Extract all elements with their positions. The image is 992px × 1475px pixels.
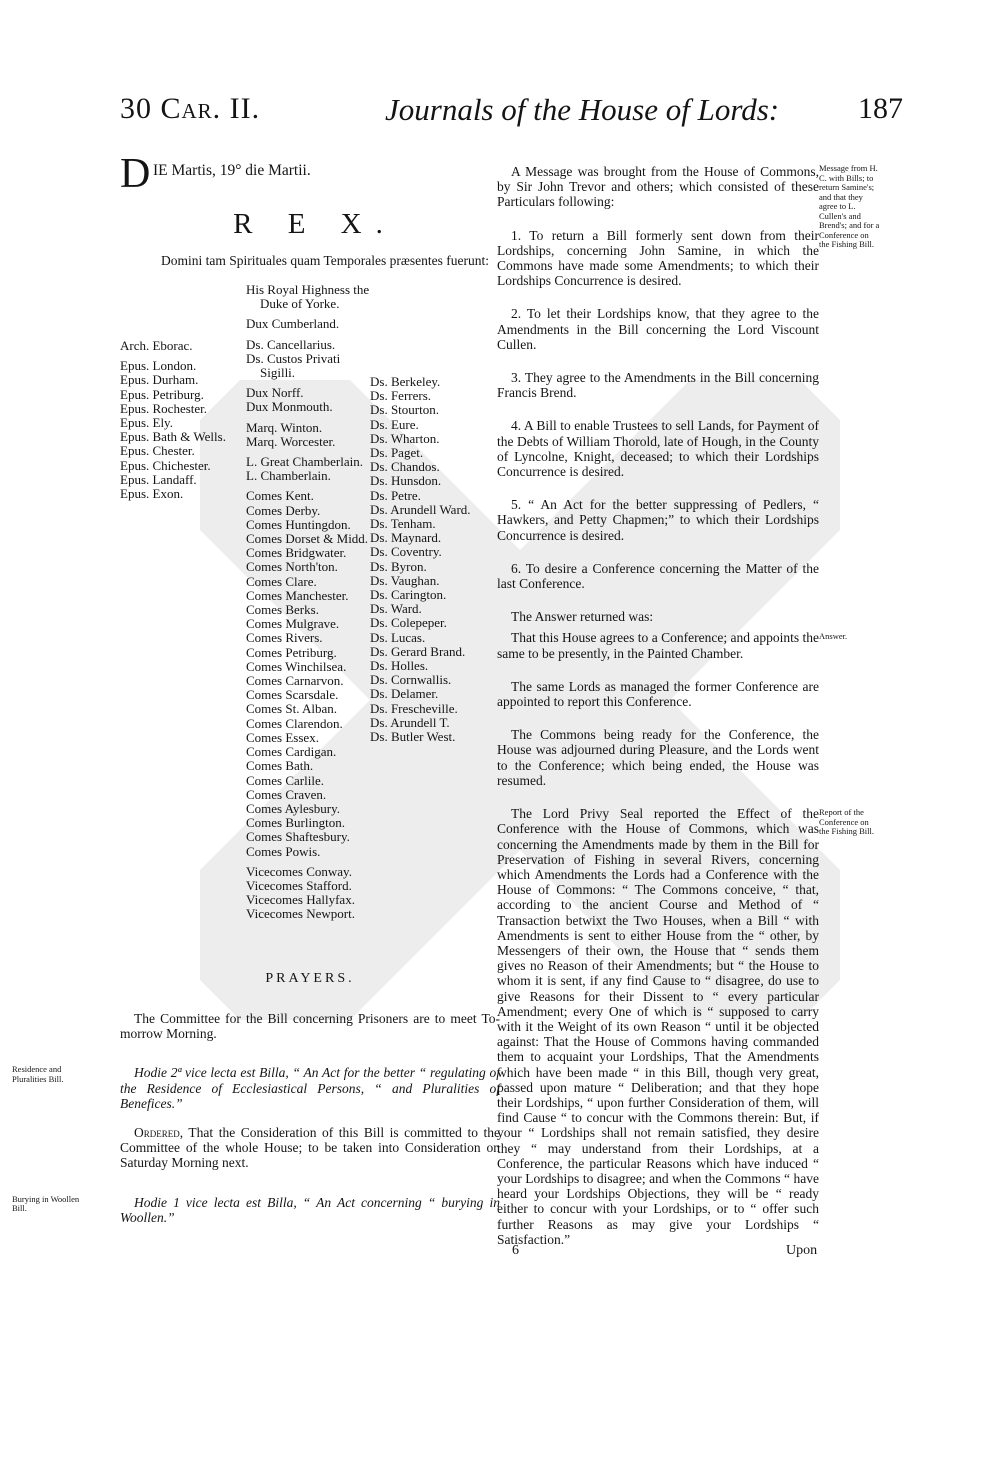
lord-entry: Comes Bridgwater. xyxy=(246,545,347,561)
baron-entry: Ds. Vaughan. xyxy=(370,572,440,588)
title-of-the: of the xyxy=(501,92,571,127)
lord-entry: L. Great Chamberlain. xyxy=(246,454,363,470)
answer-text: That this House agrees to a Conference; and appoints the same to be presently, in the Painted Chamber. xyxy=(497,630,819,661)
bishop-entry: Epus. Ely. xyxy=(120,415,173,431)
lord-entry: Comes Dorset & Midd. xyxy=(246,531,369,547)
lord-entry: Comes Mulgrave. xyxy=(246,616,340,632)
bishop-entry: Epus. Chichester. xyxy=(120,457,211,473)
baron-entry: Ds. Holles. xyxy=(370,658,429,674)
lord-entry: L. Chamberlain. xyxy=(246,468,331,484)
running-header xyxy=(0,92,992,132)
lord-entry: His Royal Highness the Duke of Yorke. xyxy=(246,282,370,312)
reign-label: Car. II. xyxy=(160,92,261,125)
baron-entry: Ds. Wharton. xyxy=(370,430,440,446)
residence-entry xyxy=(12,1064,500,1111)
baron-entry: Ds. Lucas. xyxy=(370,629,426,645)
bishop-entry: Epus. Rochester. xyxy=(120,400,208,416)
baron-entry: Ds. Paget. xyxy=(370,445,424,461)
title-house: House xyxy=(578,92,658,127)
prayers-heading: PRAYERS. xyxy=(265,971,355,986)
bishop-entry: Epus. Petriburg. xyxy=(120,386,204,402)
lord-entry: Dux Monmouth. xyxy=(246,399,333,415)
baron-entry: Ds. Petre. xyxy=(370,487,421,503)
title-lords: Lords: xyxy=(697,92,780,127)
lord-entry: Comes Craven. xyxy=(246,786,327,802)
bishop-entry: Epus. London. xyxy=(120,358,197,374)
burying-entry xyxy=(12,1193,500,1225)
lord-entry: Dux Cumberland. xyxy=(246,316,340,332)
bishop-entry: Epus. Exon. xyxy=(120,486,184,502)
bishop-entry: Epus. Chester. xyxy=(120,443,195,459)
message-item-6: 6. To desire a Conference concerning the Matter of the last Conference. xyxy=(497,560,819,592)
lord-entry: Comes Cardigan. xyxy=(246,744,337,760)
lord-entry: Comes Essex. xyxy=(246,729,319,745)
regnal-number: 30 xyxy=(120,92,152,125)
baron-entry: Ds. Berkeley. xyxy=(370,374,441,389)
lord-entry: Dux Norff. xyxy=(246,385,304,401)
lord-entry: Comes North'ton. xyxy=(246,559,338,575)
baron-entry: Ds. Arundell Ward. xyxy=(370,501,471,517)
attendance-intro: Domini tam Spirituales quam Temporales præsentes fuerunt: xyxy=(161,253,489,268)
lord-entry: Vicecomes Newport. xyxy=(246,906,355,922)
regnal-year xyxy=(120,92,260,126)
baron-entry: Ds. Stourton. xyxy=(370,402,439,418)
ordered-text: That the Consideration of this Bill is committed to the Committee of the whole House; to be taken into Consideration on Saturday Morning next. xyxy=(120,1125,500,1171)
margin-note-message: Message from H. C. with Bills; to return Samine's; and that they agree to L. Cullen's and Brend's; and for a Conference on the Fishing Bill. xyxy=(819,163,880,249)
ordered-word: Ordered, xyxy=(134,1125,184,1141)
attendance-lists xyxy=(120,283,500,963)
baron-entry: Ds. Ferrers. xyxy=(370,388,432,404)
baron-entry: Ds. Butler West. xyxy=(370,729,456,745)
answer-block xyxy=(497,630,848,661)
answer-intro: The Answer returned was: xyxy=(511,609,654,625)
report-block xyxy=(497,806,875,1247)
baron-entry: Ds. Ward. xyxy=(370,601,422,617)
lord-entry: Comes Powis. xyxy=(246,843,321,859)
lord-entry: Comes Kent. xyxy=(246,488,314,504)
lord-entry: Vicecomes Conway. xyxy=(246,863,352,879)
page-number: 187 xyxy=(858,92,903,125)
lord-entry: Comes Huntingdon. xyxy=(246,516,351,532)
margin-note-report: Report of the Conference on the Fishing Bill. xyxy=(819,807,875,837)
lords-list xyxy=(246,283,376,922)
lord-entry: Comes Carlile. xyxy=(246,772,324,788)
catchword: Upon xyxy=(786,1243,818,1258)
ordered-entry xyxy=(120,1125,500,1171)
date-heading xyxy=(120,151,500,197)
lord-entry: Vicecomes Stafford. xyxy=(246,877,352,893)
baron-entry: Ds. Tenham. xyxy=(370,516,436,532)
lord-entry: Comes Aylesbury. xyxy=(246,800,341,816)
bishop-entry: Epus. Bath & Wells. xyxy=(120,429,226,445)
baron-entry: Ds. Colepeper. xyxy=(370,615,447,631)
baron-entry: Ds. Eure. xyxy=(370,416,419,432)
committee-entry xyxy=(120,1011,500,1041)
baron-entry: Ds. Delamer. xyxy=(370,686,439,702)
lord-entry: Comes Petriburg. xyxy=(246,644,337,660)
left-column xyxy=(12,151,500,1225)
message-item-3: 3. They agree to the Amendments in the Bill concerning Francis Brend. xyxy=(497,370,819,401)
lord-entry: Comes Bath. xyxy=(246,758,314,774)
baron-entry: Ds. Gerard Brand. xyxy=(370,643,466,659)
lord-entry: Comes Berks. xyxy=(246,602,319,618)
baron-entry: Ds. Hunsdon. xyxy=(370,473,442,489)
drop-cap: D xyxy=(120,151,151,197)
baron-entry: Ds. Chandos. xyxy=(370,459,440,475)
message-item-5: 5. “ An Act for the better suppressing of Pedlers, “ Hawkers, and Petty Chapmen;” to which their Lordships Concurrence is desired. xyxy=(497,497,819,543)
lord-entry: Comes Clare. xyxy=(246,573,317,589)
baron-entry: Ds. Arundell T. xyxy=(370,714,450,730)
baron-entry: Ds. Coventry. xyxy=(370,544,442,560)
rex-heading: R E X. xyxy=(233,208,397,240)
report-text: The Lord Privy Seal reported the Effect of the Conference with the House of Commons, which was concerning the Amendments made by them in the Bill for Preservation of Fishing in several Rivers, concerning which Amendments the Lords had a Conference with the House of Commons: “ The Commons conceive, “ that, according to the ancient Course and Method of “ Transaction betwixt the Two Houses, when a Bill “ with Amendments is sent to either House from the “ other, by Messengers of their own, the House that “ sends them gives no Reason of their Amendments; but “ the House to whom it is sent, if any find Cause to “ disagree, do use to give Reasons for their Dissent to “ every particular Amendment; every One of which is “ supposed to carry with it the Weight of its own Reason “ until it be objected against: That the House of Commons having commanded them to acquaint your Lordships, That the Amendments which have been made “ in this Bill, though very great, passed upon mature “ Deliberation; and that they hope their Lordships, “ upon further Consideration of them, will find Cause “ to concur with the Commons therein: But, if your “ Lordships shall not remain satisfied, they desire they “ may understand from their Lordships, at a Conference, the particular Reasons which have induced “ your Lordships to disagree; and when the Commons “ have heard your Lordships Objections, they will be “ ready either to concur with your Lordships, or to “ offer such further Reasons as may give your Lordships “ Satisfaction.” xyxy=(497,806,819,1247)
committee-text: The Committee for the Bill concerning Prisoners are to meet To-morrow Morning. xyxy=(120,1011,500,1042)
bishop-entry: Arch. Eborac. xyxy=(120,338,193,353)
lord-entry: Comes Shaftesbury. xyxy=(246,829,350,845)
lord-entry: Comes Carnarvon. xyxy=(246,673,344,689)
bishops-list xyxy=(120,339,240,501)
lord-entry: Vicecomes Hallyfax. xyxy=(246,892,355,908)
date-text: IE Martis, 19° die Martii. xyxy=(153,162,311,179)
lord-entry: Comes St. Alban. xyxy=(246,701,338,717)
margin-note-residence: Residence and Pluralities Bill. xyxy=(12,1064,64,1084)
lord-entry: Comes Rivers. xyxy=(246,630,323,646)
title-journals: Journals xyxy=(385,92,494,127)
lord-entry: Comes Manchester. xyxy=(246,587,349,603)
lord-entry: Marq. Worcester. xyxy=(246,433,336,449)
lord-entry: Comes Clarendon. xyxy=(246,715,343,731)
baron-entry: Ds. Cornwallis. xyxy=(370,672,452,688)
lord-entry: Comes Winchilsea. xyxy=(246,658,347,674)
same-lords-text: The same Lords as managed the former Conference are appointed to report this Conference. xyxy=(497,678,819,710)
margin-note-answer: Answer. xyxy=(819,631,848,642)
residence-text: Hodie 2ª vice lecta est Billa, “ An Act for the better “ regulating of the Residence of Ecclesiastical Persons, “ and Pluralities of Benefices.” xyxy=(120,1065,500,1111)
message-item-4: 4. A Bill to enable Trustees to sell Lands, for Payment of the Debts of William Thorold, late of Hough, in the County of Lyncolne, Knight, deceased; to which their Lordships Concurrence is desired. xyxy=(497,418,819,480)
lord-entry: Ds. Custos Privati Sigilli. xyxy=(246,350,341,381)
journal-title xyxy=(385,92,779,128)
commons-ready-text: The Commons being ready for the Conference, the House was adjourned during Pleasure, and the Lords went to the Conference; which being ended, the House was resumed. xyxy=(497,727,819,788)
message-intro: A Message was brought from the House of Commons, by Sir John Trevor and others; which consisted of these Particulars following: xyxy=(497,164,819,210)
baron-entry: Ds. Frescheville. xyxy=(370,700,458,716)
message-item-2: 2. To let their Lordships know, that they agree to the Amendments in the Bill concerning the Lord Viscount Cullen. xyxy=(497,306,819,352)
lord-entry: Ds. Cancellarius. xyxy=(246,336,336,352)
lord-entry: Comes Scarsdale. xyxy=(246,687,339,703)
lord-entry: Comes Burlington. xyxy=(246,815,345,831)
signature-mark: 6 xyxy=(512,1243,519,1258)
baron-entry: Ds. Maynard. xyxy=(370,530,442,546)
bishop-entry: Epus. Durham. xyxy=(120,372,199,388)
lord-entry: Comes Derby. xyxy=(246,502,321,518)
lord-entry: Marq. Winton. xyxy=(246,419,323,435)
message-item-1: 1. To return a Bill formerly sent down from their Lordships, concerning John Samine, in which the Commons have made some Amendments; to which their Lordships Concurrence is desired. xyxy=(497,227,819,289)
margin-note-burying: Burying in Woollen Bill. xyxy=(12,1193,80,1214)
burying-text: Hodie 1 vice lecta est Billa, “ An Act concerning “ burying in Woollen.” xyxy=(120,1194,500,1225)
right-column xyxy=(497,158,880,1247)
barons-list xyxy=(370,375,490,744)
title-of: of xyxy=(665,92,690,127)
bishop-entry: Epus. Landaff. xyxy=(120,471,197,487)
baron-entry: Ds. Carington. xyxy=(370,587,447,603)
baron-entry: Ds. Byron. xyxy=(370,558,427,574)
